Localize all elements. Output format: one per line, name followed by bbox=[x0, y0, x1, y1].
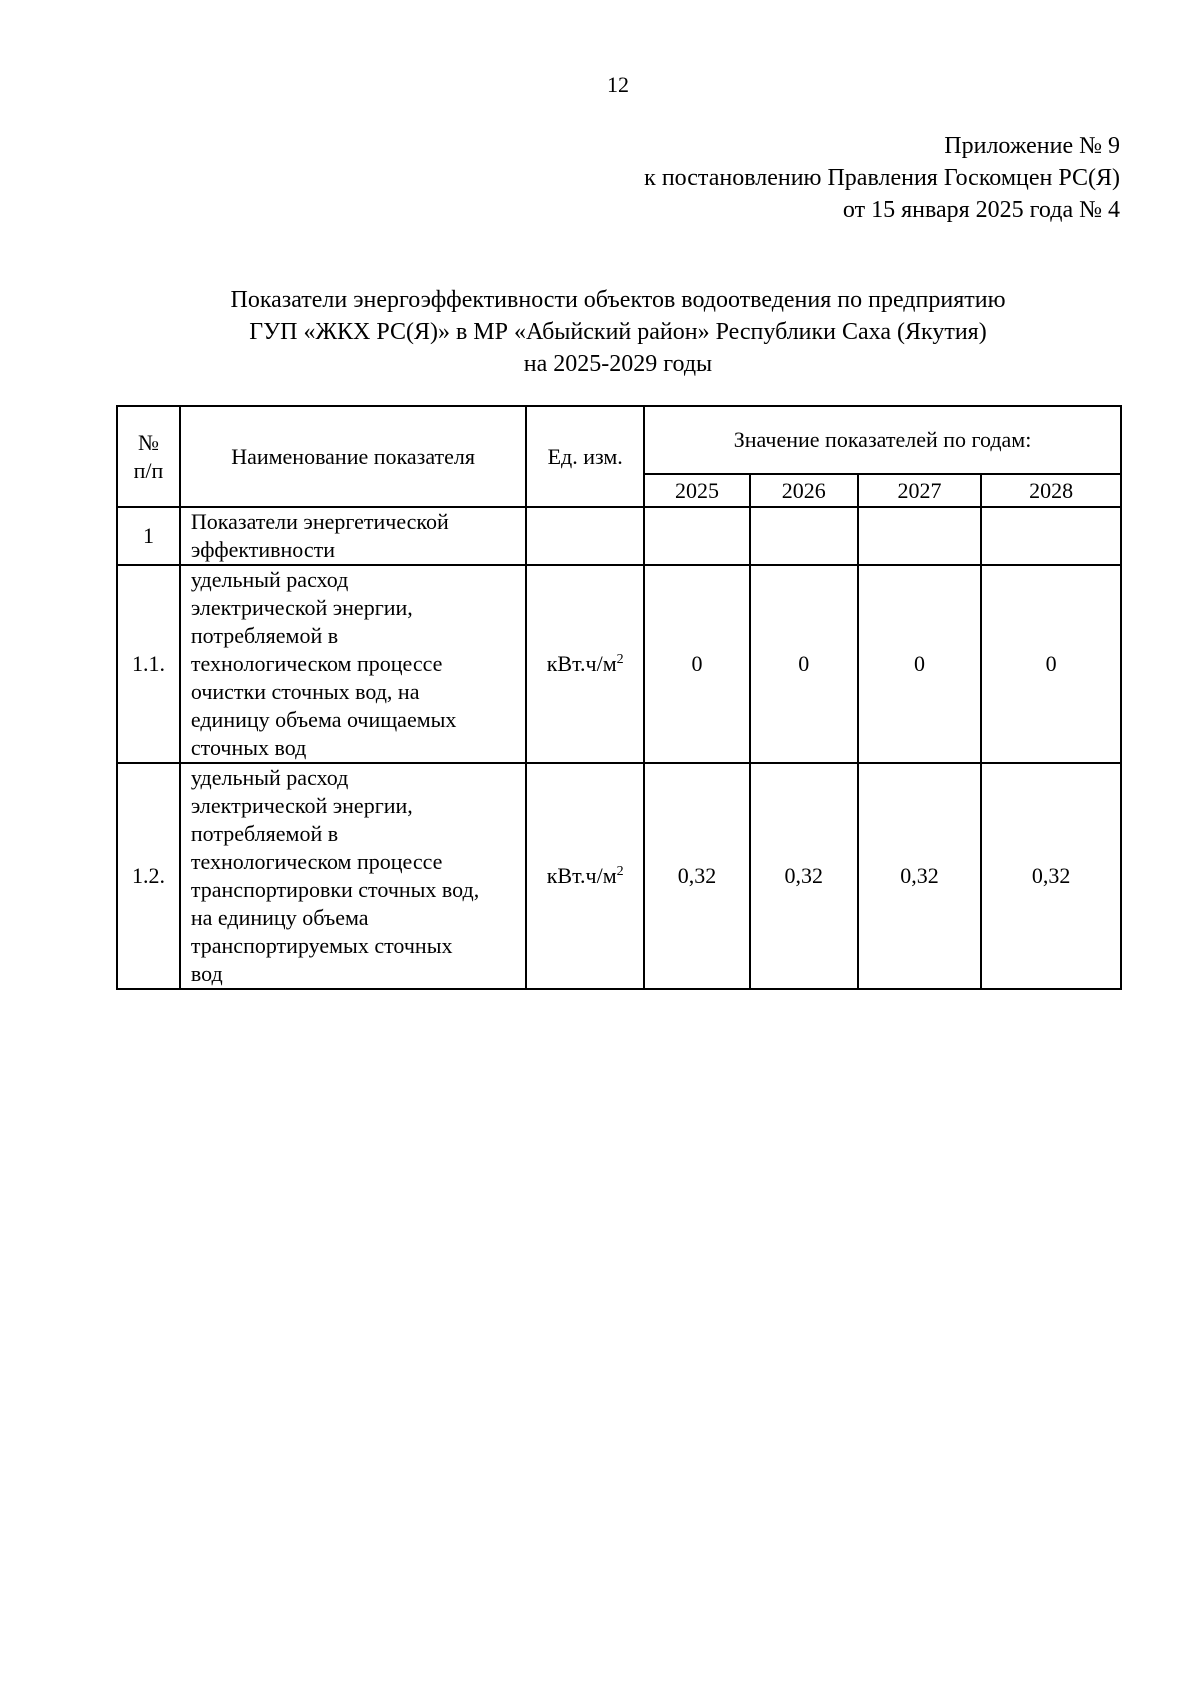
appendix-resolution: к постановлению Правления Госкомцен РС(Я) bbox=[644, 165, 1120, 191]
row-name-line: очистки сточных вод, на bbox=[190, 679, 420, 704]
header-name: Наименование показателя bbox=[180, 406, 526, 507]
table-row bbox=[117, 565, 1121, 763]
row-name-line: сточных вод bbox=[190, 735, 307, 760]
row-name-line: на единицу объема bbox=[190, 905, 369, 930]
header-num-sign: № bbox=[137, 429, 159, 455]
row-value: 0 bbox=[981, 565, 1121, 763]
row-name-line: транспортируемых сточных bbox=[190, 933, 453, 958]
row-unit-superscript: 2 bbox=[616, 652, 624, 667]
row-name-line: электрической энергии, bbox=[190, 793, 413, 818]
row-name-line: эффективности bbox=[190, 537, 335, 562]
row-value: 0 bbox=[644, 565, 750, 763]
table-row bbox=[117, 507, 1121, 565]
row-name-line: вод bbox=[190, 961, 223, 986]
row-number: 1 bbox=[117, 507, 180, 565]
row-unit: кВт.ч/м bbox=[546, 651, 617, 676]
header-values-group: Значение показателей по годам: bbox=[644, 406, 1121, 474]
row-unit-cell bbox=[526, 565, 644, 763]
header-row bbox=[117, 406, 1121, 474]
row-value bbox=[981, 507, 1121, 565]
title-line-2: ГУП «ЖКХ РС(Я)» в МР «Абыйский район» Республики Саха (Якутия) bbox=[249, 319, 987, 345]
row-number: 1.2. bbox=[117, 763, 180, 989]
row-name bbox=[180, 565, 526, 763]
row-number: 1.1. bbox=[117, 565, 180, 763]
row-value bbox=[644, 507, 750, 565]
document-title bbox=[0, 284, 1200, 380]
row-name-line: транспортировки сточных вод, bbox=[190, 877, 480, 902]
row-value: 0,32 bbox=[981, 763, 1121, 989]
row-unit: кВт.ч/м bbox=[546, 863, 617, 888]
row-name-line: единицу объема очищаемых bbox=[190, 707, 457, 732]
row-name-line: удельный расход bbox=[190, 567, 349, 592]
row-unit bbox=[526, 507, 644, 565]
header-num-cell bbox=[117, 406, 180, 507]
appendix-date: от 15 января 2025 года № 4 bbox=[842, 197, 1120, 223]
row-name-line: Показатели энергетической bbox=[190, 509, 449, 534]
row-value: 0 bbox=[750, 565, 858, 763]
row-name-line: технологическом процессе bbox=[190, 849, 443, 874]
row-name-line: потребляемой в bbox=[190, 821, 339, 846]
header-year: 2026 bbox=[750, 474, 858, 507]
header-year: 2027 bbox=[858, 474, 982, 507]
page-number: 12 bbox=[607, 72, 629, 97]
row-name bbox=[180, 763, 526, 989]
appendix-reference bbox=[644, 130, 1120, 226]
row-value: 0 bbox=[858, 565, 982, 763]
row-value bbox=[750, 507, 858, 565]
title-line-1: Показатели энергоэффективности объектов водоотведения по предприятию bbox=[230, 287, 1006, 313]
header-year: 2028 bbox=[981, 474, 1121, 507]
appendix-number: Приложение № 9 bbox=[944, 133, 1120, 159]
row-value: 0,32 bbox=[644, 763, 750, 989]
header-num-pp: п/п bbox=[133, 457, 164, 483]
row-name-line: удельный расход bbox=[190, 765, 349, 790]
title-line-3: на 2025-2029 годы bbox=[523, 351, 713, 377]
row-value: 0,32 bbox=[750, 763, 858, 989]
indicators-table bbox=[116, 405, 1122, 990]
header-unit: Ед. изм. bbox=[526, 406, 644, 507]
row-name-line: электрической энергии, bbox=[190, 595, 413, 620]
row-name-line: потребляемой в bbox=[190, 623, 339, 648]
row-unit-cell bbox=[526, 763, 644, 989]
row-name-line: технологическом процессе bbox=[190, 651, 443, 676]
row-name bbox=[180, 507, 526, 565]
row-value: 0,32 bbox=[858, 763, 982, 989]
row-unit-superscript: 2 bbox=[616, 864, 624, 879]
header-year: 2025 bbox=[644, 474, 750, 507]
table-row bbox=[117, 763, 1121, 989]
row-value bbox=[858, 507, 982, 565]
